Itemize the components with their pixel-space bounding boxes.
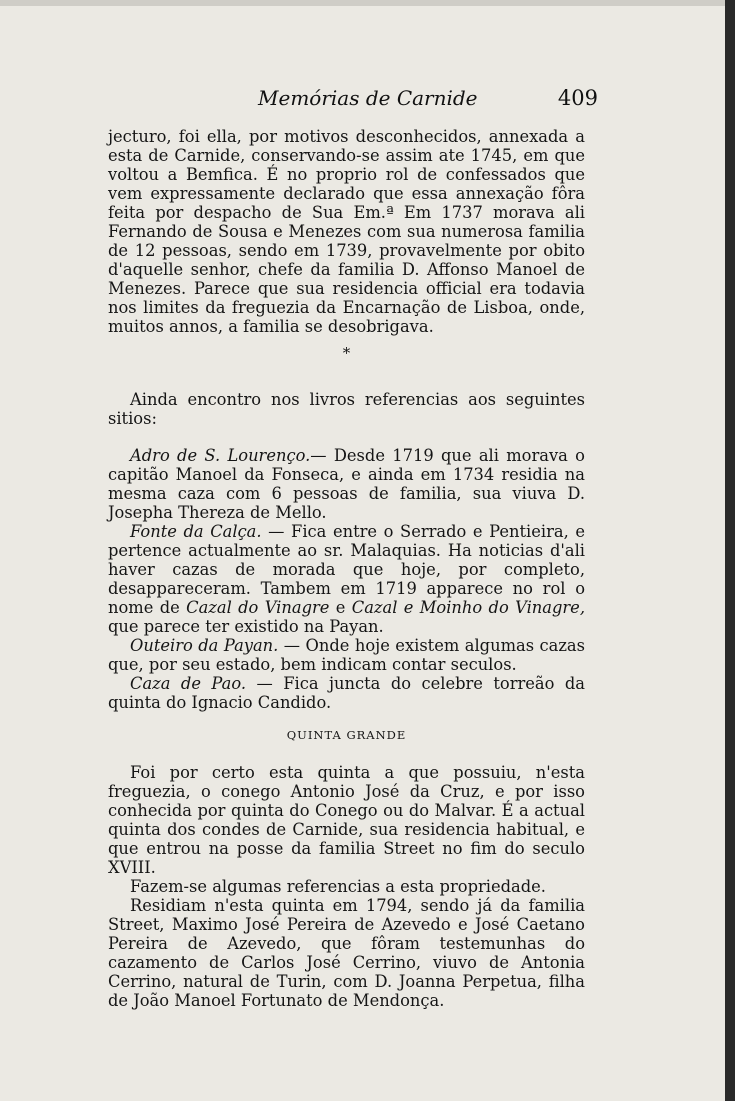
section-heading: QUINTA GRANDE: [286, 728, 407, 742]
entry-text: e: [329, 598, 352, 617]
entry-text: — Fica juncta do celebre torreão da quinta do Ignacio Candido.: [108, 674, 585, 712]
entry-title: Fonte da Calça.: [130, 522, 262, 541]
paragraph-intro: Ainda encontro nos livros referencias aos seguintes sitios:: [108, 390, 585, 428]
running-title: Memórias de Carnide: [258, 86, 478, 110]
section-separator: *: [342, 344, 351, 362]
scan-edge-right: [725, 0, 735, 1101]
entry-title: Adro de S. Lourenço.: [130, 446, 311, 465]
paragraph-referencias: Fazem-se algumas referencias a esta propriedade.: [130, 877, 546, 896]
scan-edge-top: [0, 0, 735, 6]
entry-title: Outeiro da Payan.: [130, 636, 279, 655]
entry-emphasis: Cazal do Vinagre: [186, 598, 330, 617]
entry-adro: [108, 446, 585, 522]
entry-text: — Desde 1719 que ali morava o capitão Manoel da Fonseca, e ainda em 1734 residia na mesma caza com 6 pessoas de familia, sua viuva D. Josepha Thereza de Mello.: [108, 446, 585, 522]
page-number: 409: [557, 86, 598, 110]
entry-outeiro: [108, 636, 585, 674]
entry-emphasis: Cazal e Moinho do Vinagre,: [351, 598, 585, 617]
entry-text: — Fica entre o Serrado e Pentieira, e pertence actualmente ao sr. Malaquias. Ha noticias d'ali haver cazas de morada que hoje, por completo, desappareceram. Tambem em 1719 apparece no rol o nome de: [108, 522, 585, 617]
entry-text: — Onde hoje existem algumas cazas que, por seu estado, bem indicam contar seculos.: [108, 636, 585, 674]
entry-caza: [108, 674, 585, 712]
paragraph-quinta: Foi por certo esta quinta a que possuiu, n'esta freguezia, o conego Antonio José da Cruz, e por isso conhecida por quinta do Conego ou do Malvar. É a actual quinta dos condes de Carnide, sua residencia habitual, e que entrou na posse da familia Street no fim do seculo XVIII.: [108, 763, 585, 877]
paragraph-continuation: jecturo, foi ella, por motivos desconhecidos, annexada a esta de Carnide, conservando-se assim ate 1745, em que voltou a Bemfica. É no proprio rol de confessados que vem expressamente declarado que essa annexação fôra feita por despacho de Sua Em.ª Em 1737 morava ali Fernando de Sousa e Menezes com sua numerosa familia de 12 pessoas, sendo em 1739, provavelmente por obito d'aquelle senhor, chefe da familia D. Affonso Manoel de Menezes. Parece que sua residencia official era todavia nos limites da freguezia da Encarnação de Lisboa, onde, muitos annos, a familia se desobrigava.: [108, 127, 585, 336]
page-text: [108, 127, 585, 1010]
entry-fonte: [108, 522, 585, 636]
entry-title: Caza de Pao.: [130, 674, 247, 693]
page-header: [108, 86, 598, 116]
entry-text: que parece ter existido na Payan.: [108, 617, 384, 636]
paragraph-residiam: Residiam n'esta quinta em 1794, sendo já da familia Street, Maximo José Pereira de Azevedo e José Caetano Pereira de Azevedo, que fôram testemunhas do cazamento de Carlos José Cerrino, viuvo de Antonia Cerrino, natural de Turin, com D. Joanna Perpetua, filha de João Manoel Fortunato de Mendonça.: [108, 896, 585, 1010]
